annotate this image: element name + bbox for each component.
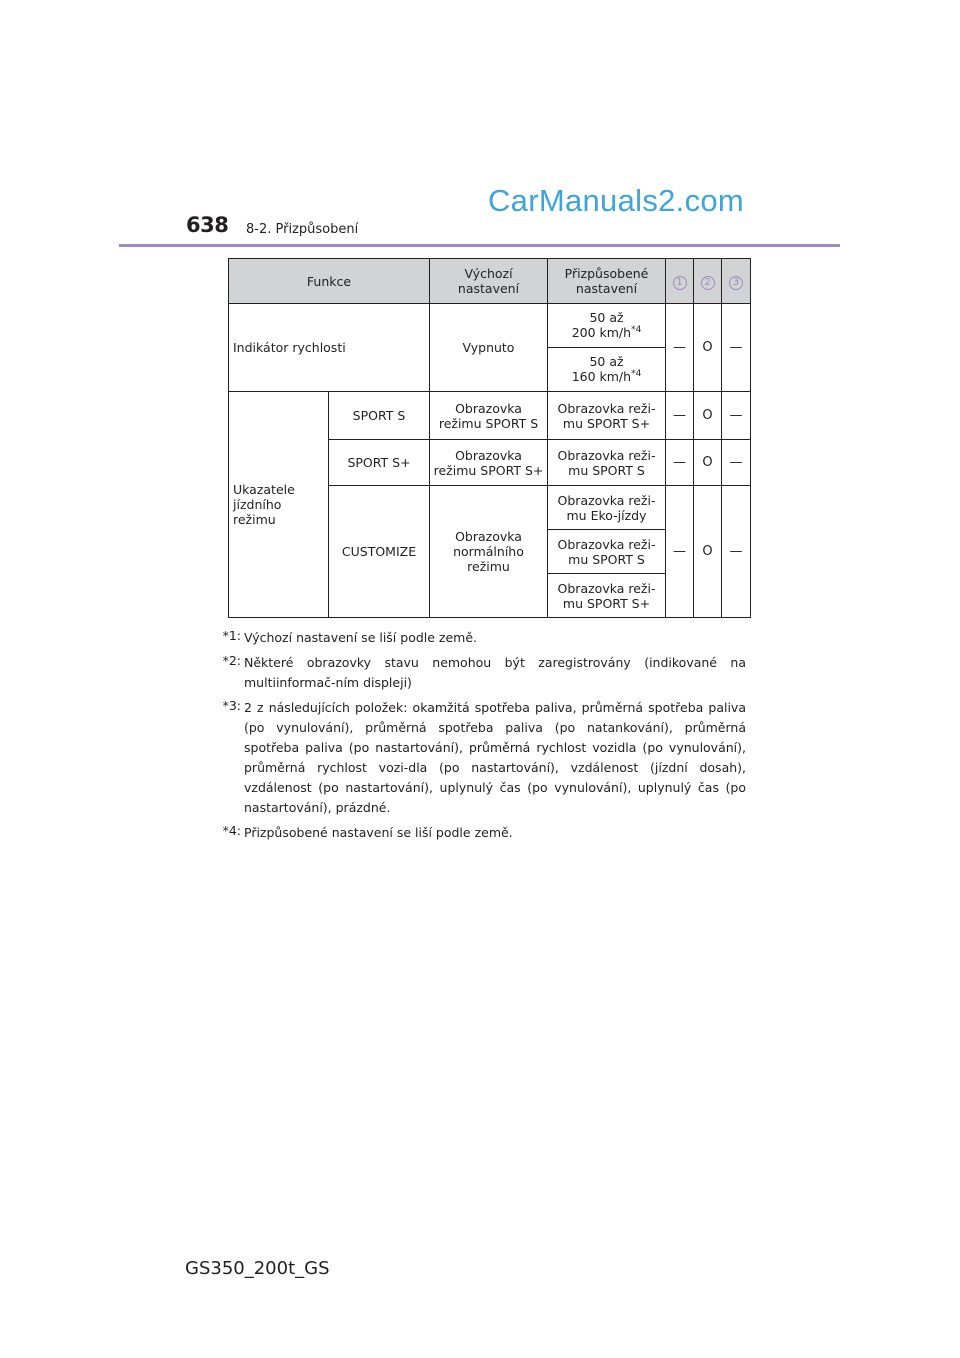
model-code: GS350_200t_GS <box>185 1258 330 1279</box>
mode-default: Obrazovka režimu SPORT S <box>430 392 548 440</box>
header-function: Funkce <box>229 259 430 304</box>
footnote-text: 2 z následujících položek: okamžitá spotřeba paliva, průměrná spotřeba paliva (po vynulování), průměrná spotřeba paliva (po natankování), průměrná spotřeba paliva (po nastartování), průměrná rychlost vozidla (po vynulování), průměrná rychlost vozi-dla (po nastartování), vzdálenost (jízdní dosah), vzdálenost (po nastartování), uplynulý čas (po vynulování), uplynulý čas (po nastartování), prázdné. <box>244 700 746 815</box>
table-header-row <box>229 259 751 304</box>
mode-sub: SPORT S <box>329 392 430 440</box>
footnote-mark: *1: <box>222 628 241 643</box>
footnote-ref: *4 <box>631 369 642 380</box>
section-title: 8-2. Přizpůsobení <box>246 222 359 237</box>
page-number: 638 <box>186 213 229 237</box>
mode-custom: Obrazovka reži-mu SPORT S+ <box>548 392 666 440</box>
table-row <box>229 304 751 348</box>
footnote-ref: *4 <box>631 325 642 336</box>
footnote-mark: *2: <box>222 653 241 668</box>
mode-function: Ukazatele jízdního režimu <box>229 392 329 618</box>
speed-option-2-value: 160 km/h <box>571 369 632 385</box>
watermark-logo: CarManuals2.com <box>488 183 745 218</box>
circle-2-icon: 2 <box>701 276 715 290</box>
header-col3 <box>722 259 751 304</box>
mode-custom: Obrazovka reži-mu SPORT S <box>548 440 666 486</box>
header-col2 <box>694 259 722 304</box>
speed-option-1-value: 200 km/h <box>571 325 632 341</box>
mode-col2: O <box>694 440 722 486</box>
speed-col1: — <box>666 304 694 392</box>
customize-col2: O <box>694 486 722 618</box>
mode-col3: — <box>722 392 751 440</box>
mode-col2: O <box>694 392 722 440</box>
speed-option-1-range: 50 až <box>589 310 624 326</box>
footnote-text: Některé obrazovky stavu nemohou být zaregistrovány (indikované na multiinformač-ním displeji) <box>244 655 746 690</box>
footnote <box>212 628 746 648</box>
header-col1 <box>666 259 694 304</box>
mode-col1: — <box>666 440 694 486</box>
speed-function: Indikátor rychlosti <box>229 304 430 392</box>
customize-col1: — <box>666 486 694 618</box>
circle-3-icon: 3 <box>729 276 743 290</box>
mode-sub: SPORT S+ <box>329 440 430 486</box>
customize-default: Obrazovka normálního režimu <box>430 486 548 618</box>
speed-option-2-range: 50 až <box>589 354 624 370</box>
header-default: Výchozí nastavení <box>430 259 548 304</box>
customize-col3: — <box>722 486 751 618</box>
mode-col1: — <box>666 392 694 440</box>
table-row <box>229 392 751 440</box>
footnotes <box>212 628 746 848</box>
footnote <box>212 823 746 843</box>
speed-col3: — <box>722 304 751 392</box>
footnote-mark: *3: <box>222 698 241 713</box>
header-divider <box>119 244 840 247</box>
footnote <box>212 698 746 818</box>
speed-option-1 <box>548 304 666 348</box>
speed-default: Vypnuto <box>430 304 548 392</box>
settings-table <box>228 258 751 618</box>
speed-option-2 <box>548 348 666 392</box>
customize-sub: CUSTOMIZE <box>329 486 430 618</box>
circle-1-icon: 1 <box>673 276 687 290</box>
footnote <box>212 653 746 693</box>
footnote-text: Výchozí nastavení se liší podle země. <box>244 630 478 645</box>
footnote-mark: *4: <box>222 823 241 838</box>
customize-option: Obrazovka reži-mu Eko-jízdy <box>548 486 666 530</box>
mode-default: Obrazovka režimu SPORT S+ <box>430 440 548 486</box>
customize-option: Obrazovka reži-mu SPORT S+ <box>548 574 666 618</box>
customize-option: Obrazovka reži-mu SPORT S <box>548 530 666 574</box>
mode-col3: — <box>722 440 751 486</box>
header-custom: Přizpůsobené nastavení <box>548 259 666 304</box>
footnote-text: Přizpůsobené nastavení se liší podle země. <box>244 825 513 840</box>
speed-col2: O <box>694 304 722 392</box>
